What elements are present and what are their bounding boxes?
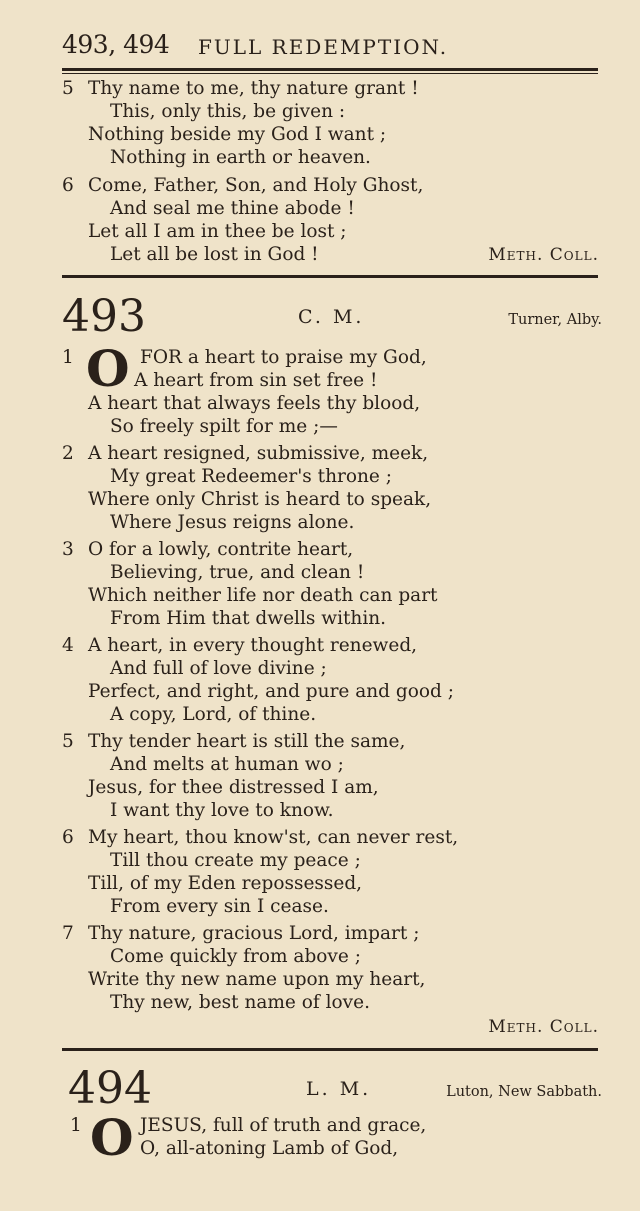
hymn-number: 494 (68, 1063, 152, 1114)
verse-line (62, 174, 607, 198)
verse-line (62, 776, 607, 800)
verse-line (62, 100, 607, 124)
verse-text: FOR a heart to praise my God, (140, 347, 427, 368)
verse-text: Till thou create my peace ; (110, 850, 361, 871)
verse-number: 2 (62, 443, 74, 464)
verse-line (62, 415, 607, 439)
verse-text: Nothing in earth or heaven. (110, 147, 371, 168)
verse-text: From Him that dwells within. (110, 608, 387, 629)
verse-text: I want thy love to know. (110, 800, 334, 821)
verse-text: Till, of my Eden repossessed, (88, 873, 363, 894)
verse-text: So freely spilt for me ;— (110, 416, 338, 437)
attribution-line (62, 1015, 607, 1039)
verse-line (62, 538, 607, 562)
verse-line (62, 922, 607, 946)
verse-line (62, 146, 607, 170)
verse-line (62, 753, 607, 777)
verse-text: This, only this, be given : (110, 101, 346, 122)
verse-line (62, 511, 607, 535)
verse-text: JESUS, full of truth and grace, (140, 1115, 427, 1136)
verse-line (62, 657, 607, 681)
hymn-heading (62, 292, 602, 348)
verse-line (62, 872, 607, 896)
running-header (62, 30, 602, 64)
verse-line (62, 945, 607, 969)
verse-line (62, 197, 607, 221)
verse-text: Let all be lost in God ! (110, 244, 319, 265)
verse-text: Nothing beside my God I want ; (88, 124, 387, 145)
verse-text: Where Jesus reigns alone. (110, 512, 355, 533)
verse-number: 1 (70, 1115, 82, 1136)
verse-text: Come, Father, Son, and Holy Ghost, (88, 175, 424, 196)
verse-line (62, 392, 607, 416)
header-rule-thin (62, 73, 598, 74)
verse-line (62, 584, 607, 608)
verse-text: Which neither life nor death can part (88, 585, 438, 606)
tune-name: Turner, Alby. (508, 312, 602, 328)
attribution: Meth. Coll. (488, 1017, 599, 1037)
hymn-divider (62, 275, 598, 278)
verse-text: A copy, Lord, of thine. (110, 704, 317, 725)
verse-line (62, 703, 607, 727)
hymn-number: 493 (62, 291, 146, 342)
verse-text: A heart, in every thought renewed, (88, 635, 418, 656)
verse-text: From every sin I cease. (110, 896, 329, 917)
verse-text: A heart from sin set free ! (134, 370, 378, 391)
verse-text: A heart that always feels thy blood, (88, 393, 421, 414)
verse-line (62, 991, 607, 1015)
verse-line (62, 369, 607, 393)
verse-line (62, 968, 607, 992)
verse-text: Where only Christ is heard to speak, (88, 489, 432, 510)
verse-number: 3 (62, 539, 74, 560)
verse-number: 6 (62, 827, 74, 848)
verse-line (62, 1137, 607, 1161)
verse-line (62, 730, 607, 754)
verse-line (62, 1114, 607, 1138)
attribution: Meth. Coll. (488, 245, 599, 265)
verse-text: Let all I am in thee be lost ; (88, 221, 347, 242)
verse-line (62, 849, 607, 873)
verse-text: Write thy new name upon my heart, (88, 969, 426, 990)
verse-text: Thy nature, gracious Lord, impart ; (88, 923, 420, 944)
hymn-divider (62, 1048, 598, 1051)
drop-cap: O (86, 339, 130, 398)
verse-line (62, 561, 607, 585)
verse-line (62, 826, 607, 850)
verse-text: Thy tender heart is still the same, (88, 731, 406, 752)
verse-text: Perfect, and right, and pure and good ; (88, 681, 454, 702)
verse-text: O for a lowly, contrite heart, (88, 539, 354, 560)
hymn-meter: C. M. (298, 306, 365, 328)
hymn-meter: L. M. (306, 1078, 372, 1100)
verse-line (62, 634, 607, 658)
verse-text: Jesus, for thee distressed I am, (88, 777, 379, 798)
verse-line (62, 220, 607, 244)
verse-number: 5 (62, 731, 74, 752)
verse-number: 1 (62, 347, 74, 368)
verse-text: And seal me thine abode ! (110, 198, 355, 219)
verse-line (62, 680, 607, 704)
verse-text: And melts at human wo ; (110, 754, 344, 775)
verse-line (62, 123, 607, 147)
verse-text: Come quickly from above ; (110, 946, 361, 967)
verse-number: 7 (62, 923, 74, 944)
drop-cap: O (90, 1108, 134, 1167)
verse-line (62, 442, 607, 466)
verse-line (62, 346, 607, 370)
verse-line (62, 465, 607, 489)
verse-number: 6 (62, 175, 74, 196)
section-title: FULL REDEMPTION. (198, 35, 449, 59)
verse-line (62, 243, 607, 267)
tune-name: Luton, New Sabbath. (446, 1084, 602, 1100)
verse-text: My heart, thou know'st, can never rest, (88, 827, 459, 848)
verse-line (62, 77, 607, 101)
hymn-heading (62, 1064, 602, 1120)
verse-line (62, 895, 607, 919)
verse-text: And full of love divine ; (110, 658, 327, 679)
verse-text: Believing, true, and clean ! (110, 562, 365, 583)
verse-text: O, all-atoning Lamb of God, (140, 1138, 399, 1159)
header-rule (62, 68, 598, 71)
verse-line (62, 799, 607, 823)
verse-text: A heart resigned, submissive, meek, (88, 443, 429, 464)
verse-text: Thy new, best name of love. (110, 992, 370, 1013)
verse-line (62, 607, 607, 631)
page-numbers: 493, 494 (62, 30, 170, 59)
verse-number: 4 (62, 635, 74, 656)
verse-text: My great Redeemer's throne ; (110, 466, 392, 487)
verse-text: Thy name to me, thy nature grant ! (88, 78, 419, 99)
verse-line (62, 488, 607, 512)
verse-number: 5 (62, 78, 74, 99)
